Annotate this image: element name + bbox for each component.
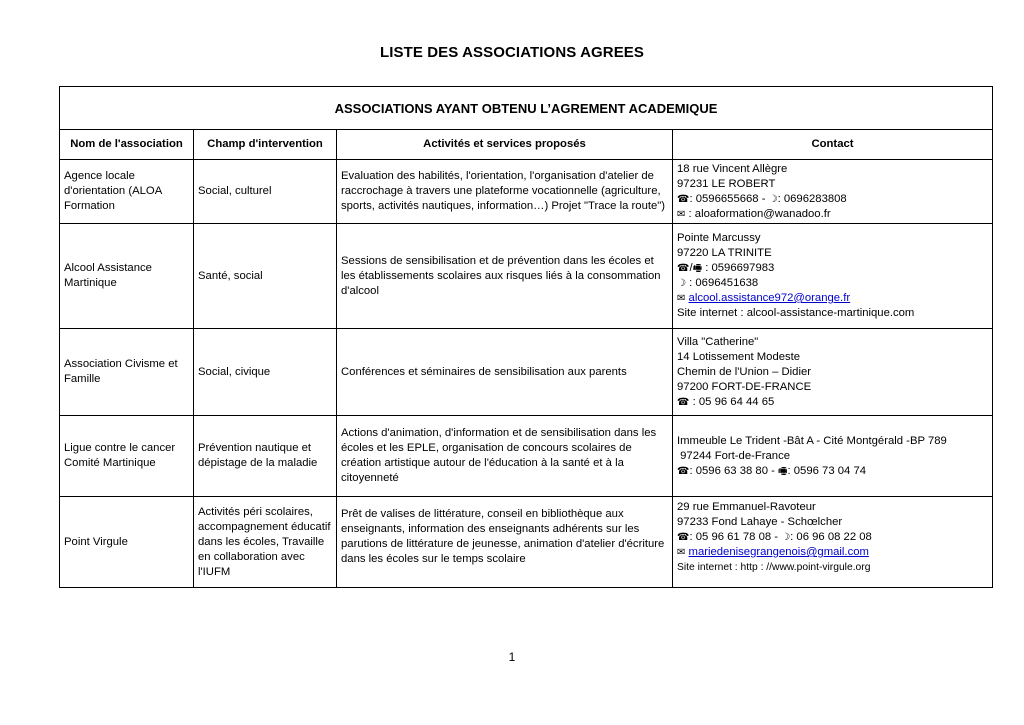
contact-line: 14 Lotissement Modeste (677, 350, 801, 363)
contact-cell (673, 224, 993, 329)
mail-icon: ✉ (677, 208, 686, 220)
contact-email-line (677, 545, 988, 560)
activities-text: Evaluation des habilités, l'orientation, l'organisation d'atelier de raccrochage à travers une plateforme vocationnelle (agriculture, sports, activités nautiques, information…) Projet "Trace la route") (337, 160, 673, 224)
contact-line: Villa "Catherine" (677, 335, 759, 348)
association-name: Association Civisme et Famille (60, 329, 194, 416)
email-link[interactable]: alcool.assistance972@orange.fr (688, 292, 851, 304)
mobile-icon: ☽ (677, 278, 686, 289)
intervention-field: Social, culturel (194, 160, 337, 224)
association-name: Alcool Assistance Martinique (60, 224, 194, 329)
contact-line: Immeuble Le Trident -Bât A - Cité Montgérald -BP 789 (677, 434, 947, 447)
contact-mobile: : 0696283808 (777, 192, 847, 205)
phone-icon: ☎ (677, 396, 690, 408)
association-name: Point Virgule (60, 497, 194, 588)
phone-icon: ☎ (677, 193, 690, 205)
contact-address: Pointe Marcussy (677, 232, 761, 244)
activities-text: Conférences et séminaires de sensibilisation aux parents (337, 329, 673, 416)
table-row (60, 224, 993, 329)
table-row (60, 329, 993, 416)
contact-line: 97200 FORT-DE-FRANCE (677, 380, 812, 393)
contact-city: 97220 LA TRINITE (677, 247, 772, 259)
contact-mobile: : 06 96 08 22 08 (790, 531, 872, 543)
contact-email: : aloaformation@wanadoo.fr (685, 207, 831, 220)
mail-icon: ✉ (677, 293, 686, 304)
column-header-contact: Contact (673, 130, 993, 160)
intervention-field: Social, civique (194, 329, 337, 416)
intervention-field: Santé, social (194, 224, 337, 329)
mail-icon: ✉ (677, 547, 686, 558)
contact-address: 18 rue Vincent Allègre (677, 162, 788, 175)
intervention-field: Prévention nautique et dépistage de la maladie (194, 416, 337, 497)
phone-icon: ☎ (677, 532, 690, 543)
association-name: Agence locale d'orientation (ALOA Formation (60, 160, 194, 224)
contact-phones (677, 464, 988, 479)
page-number: 1 (508, 650, 516, 664)
contact-phone-fax: : 0596697983 (702, 262, 775, 274)
contact-website: Site internet : alcool-assistance-martinique.com (677, 307, 915, 319)
mobile-icon: ☽ (781, 532, 791, 543)
contact-phone: : 0596655668 - (689, 192, 769, 205)
table-row (60, 416, 993, 497)
email-link[interactable]: mariedenisegrangenois@gmail.com (688, 546, 869, 558)
contact-email-line (677, 207, 988, 222)
contact-phone-line (677, 395, 988, 410)
contact-cell (673, 160, 993, 224)
contact-phones (677, 192, 988, 207)
contact-phone: : 0596 63 38 80 - (689, 464, 779, 477)
contact-cell (673, 329, 993, 416)
contact-mobile: : 0696451638 (685, 277, 759, 289)
activities-text: Sessions de sensibilisation et de prévention dans les écoles et les établissements scolaires aux risques liés à la consommation d'alcool (337, 224, 673, 329)
activities-text: Actions d'animation, d'information et de sensibilisation dans les écoles et les EPLE, organisation de concours scolaires de création artistique autour de l'éducation à la santé et à la citoyenneté (337, 416, 673, 497)
contact-fax: : 0596 73 04 74 (787, 464, 867, 477)
phone-icon: ☎ (677, 263, 690, 274)
contact-phone: : 05 96 64 44 65 (689, 395, 775, 408)
table-row (60, 160, 993, 224)
column-header-activities: Activités et services proposés (337, 130, 673, 160)
contact-phone: : 05 96 61 78 08 - (689, 531, 782, 543)
fax-icon: 🖷 (778, 465, 788, 477)
intervention-field: Activités péri scolaires, accompagnement éducatif dans les écoles, Travaille en collaboration avec l'IUFM (194, 497, 337, 588)
phone-fax-separator: / (689, 262, 693, 274)
contact-email-line (677, 291, 988, 306)
contact-address: 29 rue Emmanuel-Ravoteur (677, 501, 816, 513)
column-header-field: Champ d'intervention (194, 130, 337, 160)
activities-text: Prêt de valises de littérature, conseil en bibliothèque aux enseignants, information des enseignants adhérents sur les parutions de littérature de jeunesse, animation d'atelier d'écriture dans les écoles sur le temps scolaire (337, 497, 673, 588)
contact-city: 97233 Fond Lahaye - Schœlcher (677, 516, 843, 528)
phone-icon: ☎ (677, 465, 690, 477)
table-header-row (60, 130, 993, 160)
section-title: ASSOCIATIONS AYANT OBTENU L’AGREMENT ACADEMIQUE (60, 87, 993, 130)
contact-phones (677, 530, 988, 545)
contact-cell (673, 497, 993, 588)
contact-city: 97231 LE ROBERT (677, 177, 776, 190)
column-header-name: Nom de l'association (60, 130, 194, 160)
contact-website: Site internet : http : //www.point-virgule.org (677, 562, 871, 573)
mobile-icon: ☽ (768, 193, 778, 205)
associations-table (59, 86, 993, 588)
page-title: LISTE DES ASSOCIATIONS AGREES (379, 44, 645, 61)
contact-mobile-line (677, 276, 988, 291)
contact-phone-fax-line (677, 261, 988, 276)
fax-icon: 🖷 (692, 263, 703, 274)
association-name: Ligue contre le cancer Comité Martinique (60, 416, 194, 497)
contact-cell (673, 416, 993, 497)
contact-line: 97244 Fort-de-France (677, 449, 791, 462)
contact-line: Chemin de l'Union – Didier (677, 365, 812, 378)
table-row (60, 497, 993, 588)
